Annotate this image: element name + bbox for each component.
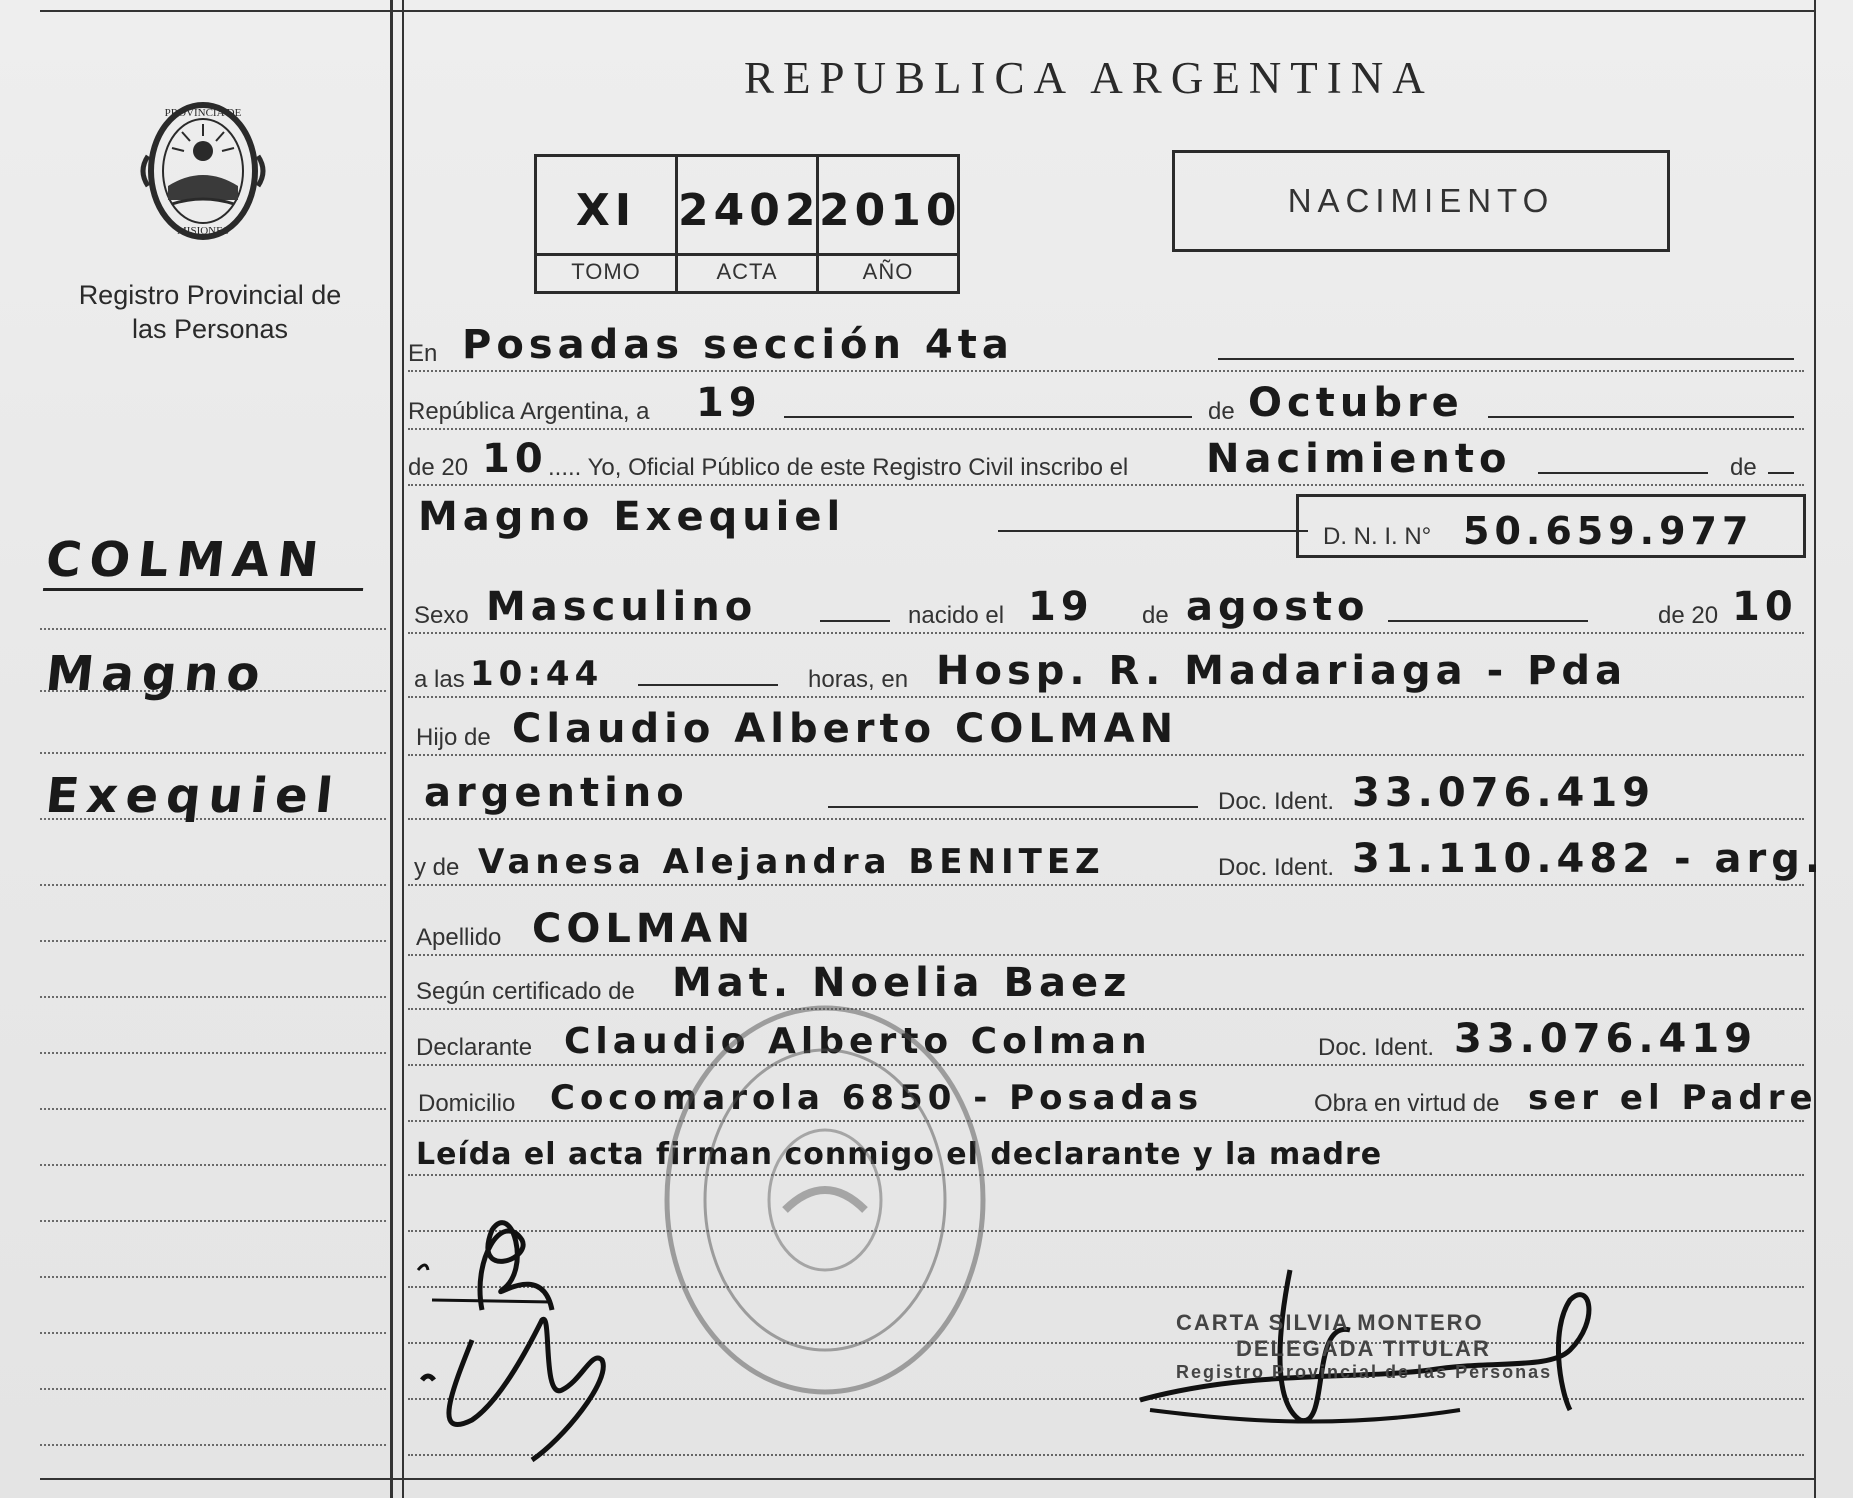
margin-rule — [40, 1444, 386, 1446]
time-label: a las — [414, 666, 465, 693]
margin-rule — [40, 1108, 386, 1110]
address-value: Cocomarola 6850 - Posadas — [550, 1078, 1204, 1118]
mother-label: y de — [414, 854, 460, 881]
capacity-label: Obra en virtud de — [1314, 1090, 1500, 1117]
right-edge-line — [1814, 0, 1816, 1498]
tomo-value: XI — [575, 185, 637, 236]
month-value: Octubre — [1248, 380, 1464, 426]
margin-note-surname: COLMAN — [43, 532, 369, 591]
officer-statement: ..... Yo, Oficial Público de este Registro Civil inscribo el — [548, 454, 1129, 481]
father-doc-label: Doc. Ident. — [1218, 788, 1335, 815]
rule — [408, 376, 1804, 436]
father-nationality-value: argentino — [424, 770, 689, 816]
record-type-box: NACIMIENTO — [1172, 150, 1670, 252]
place-value: Posadas sección 4ta — [462, 322, 1014, 368]
tomo-cell — [537, 157, 678, 291]
margin-divider-line — [390, 0, 393, 1498]
registry-stamp-icon — [660, 1000, 990, 1400]
birth-day-value: 19 — [1028, 584, 1094, 630]
rule — [408, 702, 1804, 762]
margin-rule — [40, 1276, 386, 1278]
ref-divider — [678, 253, 816, 256]
registry-office-name: Registro Provincial de las Personas — [78, 280, 342, 344]
official-stamp-text — [1176, 1310, 1552, 1383]
rule — [408, 902, 1804, 962]
mother-doc-label: Doc. Ident. — [1218, 854, 1335, 881]
country-heading: REPUBLICA ARGENTINA — [744, 53, 1434, 103]
declarant-doc-label: Doc. Ident. — [1318, 1034, 1435, 1061]
birth-year-suffix: 10 — [1732, 584, 1798, 630]
margin-rule — [40, 996, 386, 998]
margin-rule — [40, 884, 386, 886]
margin-rule — [40, 1164, 386, 1166]
month-de-label: de — [1208, 398, 1235, 425]
of-label: de — [1730, 454, 1757, 481]
declarant-doc-value: 33.076.419 — [1454, 1016, 1758, 1062]
rule — [408, 644, 1804, 704]
birth-de-label: de — [1142, 602, 1169, 629]
certificate-label: Según certificado de — [416, 978, 635, 1005]
ref-divider — [819, 253, 957, 256]
declarant-label: Declarante — [416, 1034, 533, 1061]
surname-label: Apellido — [416, 924, 502, 951]
closing-statement: Leída el acta firman conmigo el declarante y la madre — [416, 1137, 1383, 1172]
year-suffix-value: 10 — [482, 436, 548, 482]
rule — [408, 1012, 1804, 1072]
margin-note-second-name: Exequiel — [43, 768, 344, 824]
full-name-value: Magno Exequiel — [418, 494, 846, 540]
rule — [408, 1122, 1804, 1182]
acta-label: ACTA — [716, 259, 778, 284]
rule — [408, 318, 1804, 378]
official-name: CARTA SILVIA MONTERO — [1176, 1310, 1484, 1335]
birth-year-prefix: de 20 — [1658, 602, 1719, 629]
provincial-seal-icon — [128, 96, 278, 246]
year-value: 2010 — [819, 185, 962, 236]
acta-value: 2402 — [678, 185, 821, 236]
top-border-line — [40, 10, 1816, 12]
rule — [408, 580, 1804, 640]
sex-label: Sexo — [414, 602, 469, 629]
dni-value: 50.659.977 — [1463, 509, 1754, 553]
dni-box — [1296, 494, 1806, 558]
margin-rule — [40, 1220, 386, 1222]
margin-rule — [40, 752, 386, 754]
place-label: En — [408, 340, 438, 367]
father-name-value: Claudio Alberto COLMAN — [512, 706, 1179, 752]
margin-note-first-name: Magno — [43, 646, 271, 702]
ref-divider — [537, 253, 675, 256]
sex-value: Masculino — [486, 584, 758, 630]
tomo-label: TOMO — [571, 259, 641, 284]
surname-value: COLMAN — [532, 906, 756, 952]
capacity-value: ser el Padre — [1528, 1078, 1818, 1118]
address-label: Domicilio — [418, 1090, 516, 1117]
acta-cell — [678, 157, 819, 291]
born-label: nacido el — [908, 602, 1005, 629]
margin-divider-line-inner — [402, 0, 404, 1498]
filler-line — [998, 530, 1308, 532]
margin-rule — [40, 1332, 386, 1334]
rule — [408, 432, 1804, 492]
rule — [408, 1068, 1804, 1128]
birth-month-value: agosto — [1186, 584, 1370, 630]
day-value: 19 — [696, 380, 762, 426]
declarant-value: Claudio Alberto Colman — [564, 1021, 1152, 1062]
mother-doc-value: 31.110.482 - arg. — [1352, 836, 1826, 882]
dni-label: D. N. I. N° — [1323, 523, 1432, 550]
mother-name-value: Vanesa Alejandra BENITEZ — [478, 842, 1105, 882]
birthplace-value: Hosp. R. Madariaga - Pda — [936, 648, 1628, 694]
year-cell — [819, 157, 962, 291]
margin-rule — [40, 1388, 386, 1390]
svg-text:MISIONES: MISIONES — [177, 225, 229, 237]
event-value: Nacimiento — [1206, 436, 1512, 482]
rule — [408, 766, 1804, 826]
hours-label: horas, en — [808, 666, 909, 693]
certificate-value: Mat. Noelia Baez — [672, 960, 1132, 1006]
margin-rule — [40, 1052, 386, 1054]
declarant-signature-icon — [412, 1200, 662, 1480]
rule — [408, 832, 1804, 892]
margin-rule — [40, 940, 386, 942]
record-reference-box — [534, 154, 960, 294]
rule — [408, 956, 1804, 1016]
year-prefix-label: de 20 — [408, 454, 469, 481]
official-office: Registro Provincial de las Personas — [1176, 1362, 1553, 1382]
official-role: DELEGADA TITULAR — [1236, 1336, 1491, 1361]
svg-text:PROVINCIA DE: PROVINCIA DE — [164, 107, 242, 119]
year-label: AÑO — [862, 259, 914, 284]
son-of-label: Hijo de — [416, 724, 491, 751]
father-doc-value: 33.076.419 — [1352, 770, 1656, 816]
margin-rule — [40, 628, 386, 630]
republic-label: República Argentina, a — [408, 398, 650, 425]
time-value: 10:44 — [470, 654, 604, 694]
bottom-border-line — [40, 1478, 1816, 1480]
